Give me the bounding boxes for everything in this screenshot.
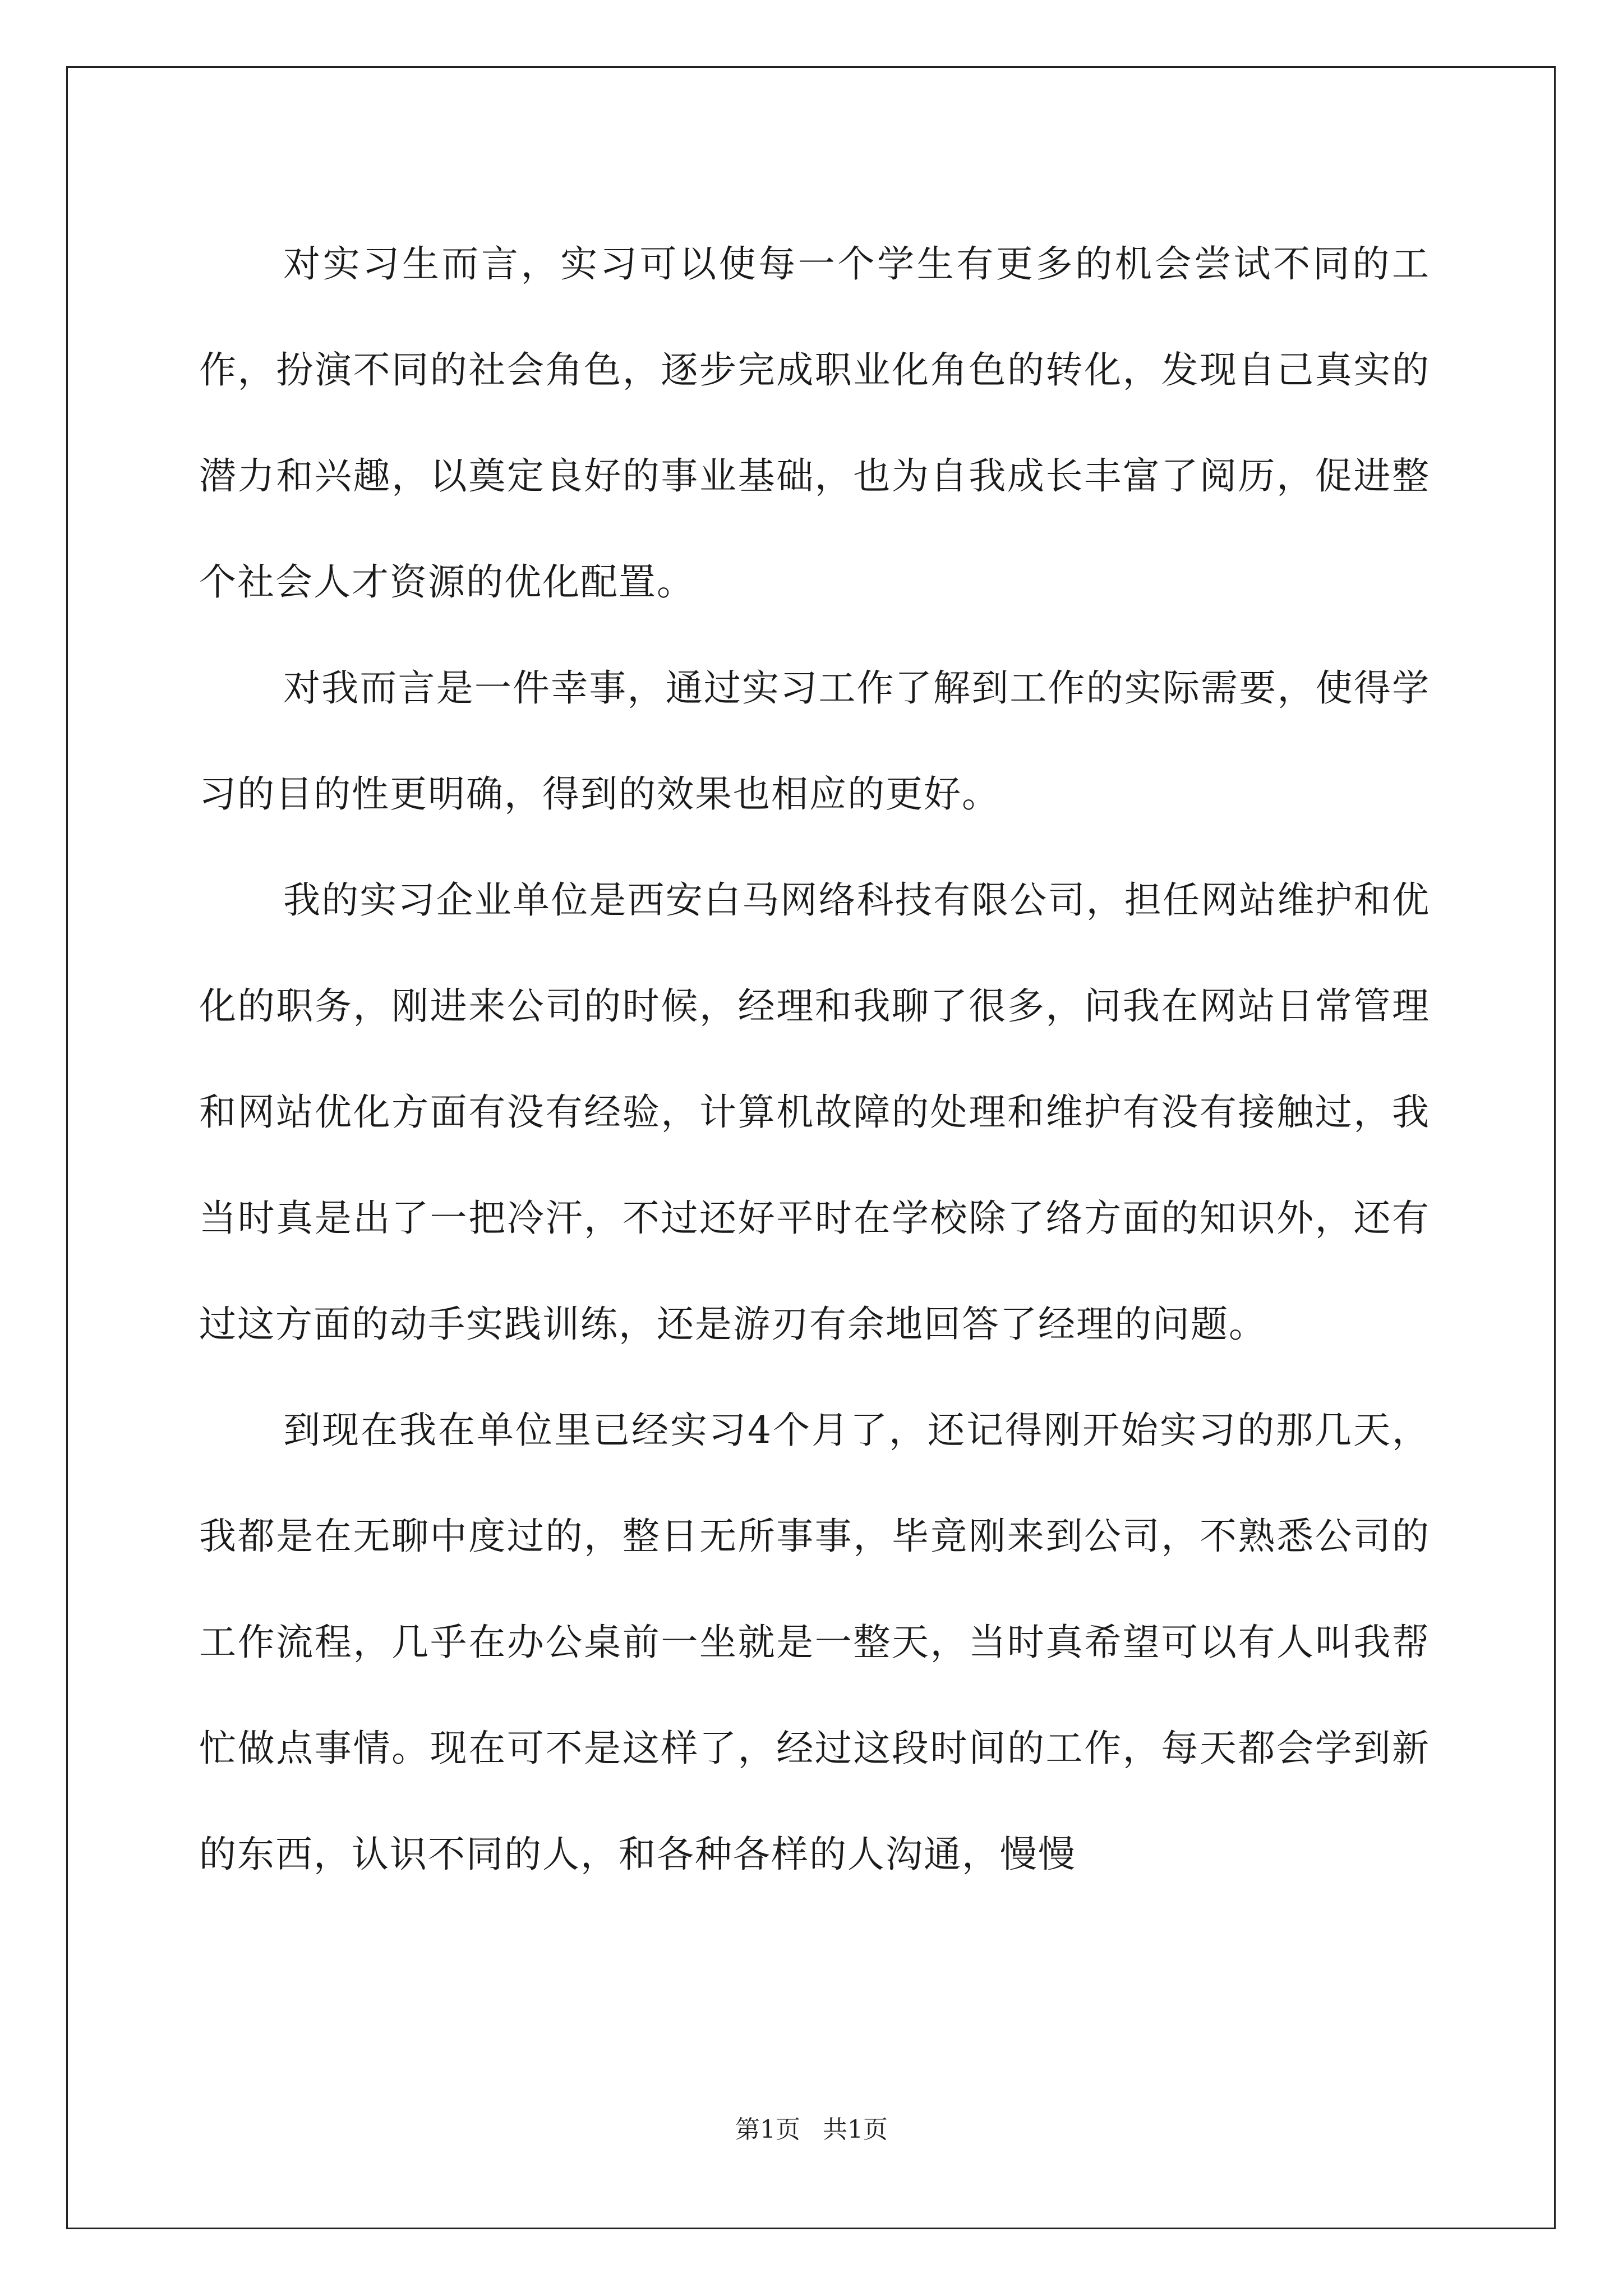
- paragraph: 对我而言是一件幸事，通过实习工作了解到工作的实际需要，使得学习的目的性更明确，得到的效果也相应的更好。: [199, 666, 1430, 816]
- page-number: 第1页: [735, 2115, 800, 2144]
- paragraph: 对实习生而言，实习可以使每一个学生有更多的机会尝试不同的工作，扮演不同的社会角色，逐步完成职业化角色的转化，发现自己真实的潜力和兴趣，以奠定良好的事业基础，也为自我成长丰富了阅历，促进整个社会人才资源的优化配置。: [199, 242, 1430, 604]
- page-footer: [0, 2109, 1623, 2145]
- paragraph: 我的实习企业单位是西安白马网络科技有限公司，担任网站维护和优化的职务，刚进来公司的时候，经理和我聊了很多，问我在网站日常管理和网站优化方面有没有经验，计算机故障的处理和维护有没有接触过，我当时真是出了一把冷汗，不过还好平时在学校除了络方面的知识外，还有过这方面的动手实践训练，还是游刃有余地回答了经理的问题。: [199, 878, 1430, 1346]
- page-total: 共1页: [823, 2115, 888, 2144]
- paragraph: 到现在我在单位里已经实习4个月了，还记得刚开始实习的那几天，我都是在无聊中度过的，整日无所事事，毕竟刚来到公司，不熟悉公司的工作流程，几乎在办公桌前一坐就是一整天，当时真希望可以有人叫我帮忙做点事情。现在可不是这样了，经过这段时间的工作，每天都会学到新的东西，认识不同的人，和各种各样的人沟通，慢慢: [199, 1409, 1430, 1876]
- document-body: [199, 211, 1430, 1907]
